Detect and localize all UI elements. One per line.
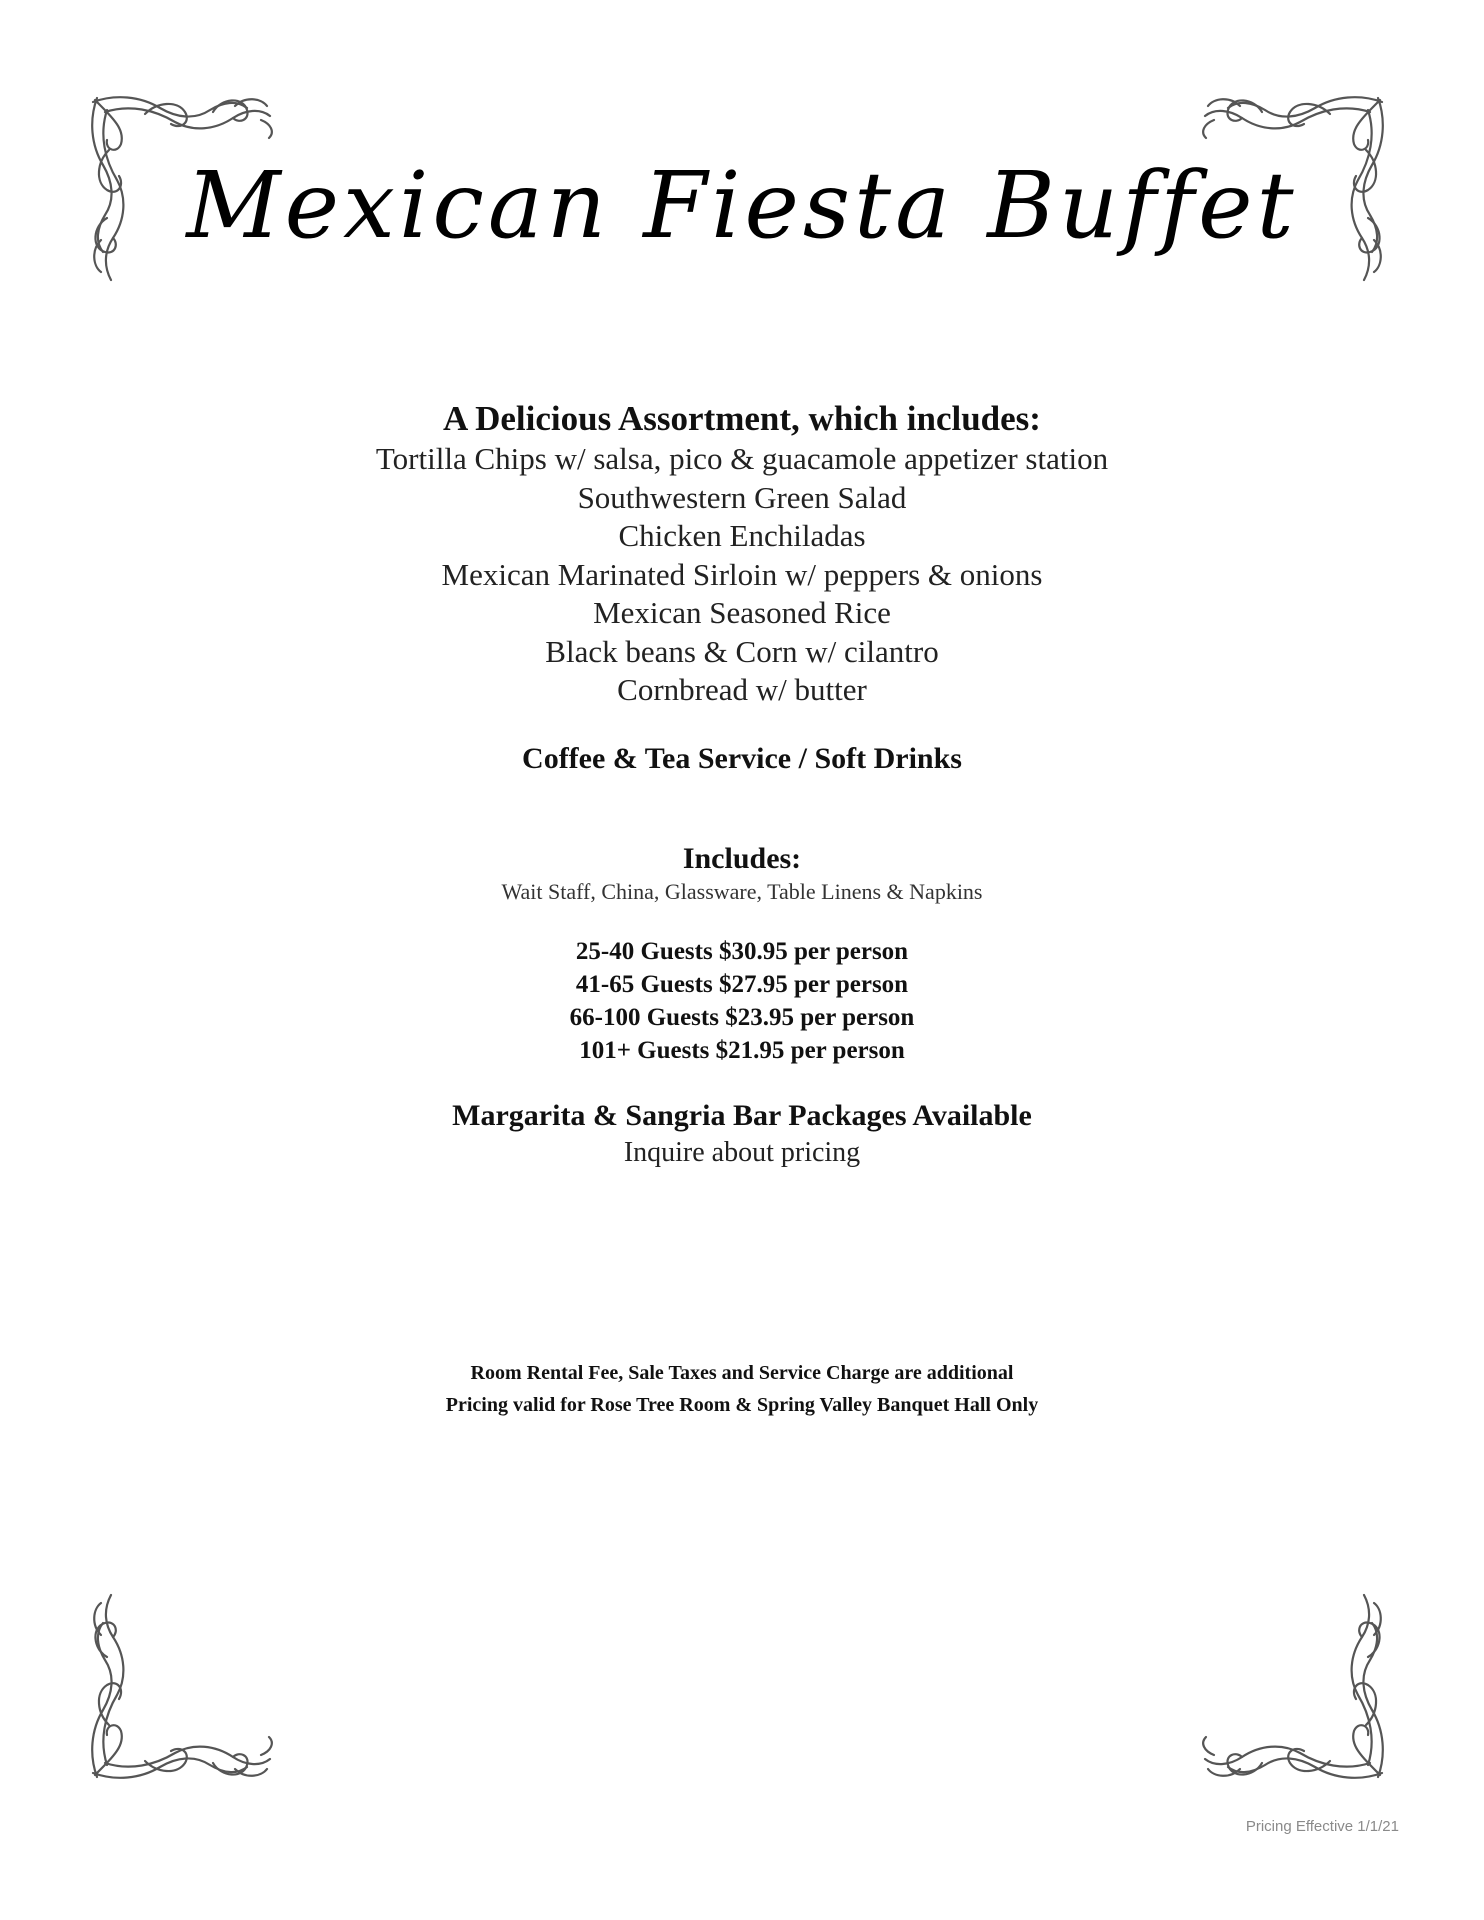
price-tier: 41-65 Guests $27.95 per person — [575, 970, 909, 998]
corner-ornament-bottom-left-icon — [85, 1585, 285, 1785]
drinks-service: Coffee & Tea Service / Soft Drinks — [522, 741, 962, 775]
footer-notes — [0, 1357, 1484, 1421]
menu-item: Mexican Seasoned Rice — [593, 595, 891, 630]
footer-note: Pricing valid for Rose Tree Room & Spring Valley Banquet Hall Only — [445, 1393, 1039, 1416]
assortment-heading: A Delicious Assortment, which includes: — [443, 399, 1041, 438]
menu-item: Chicken Enchiladas — [618, 518, 866, 553]
bar-packages-heading: Margarita & Sangria Bar Packages Available — [452, 1098, 1032, 1132]
price-tier: 66-100 Guests $23.95 per person — [569, 1003, 915, 1031]
menu-item: Black beans & Corn w/ cilantro — [545, 633, 939, 669]
menu-item: Southwestern Green Salad — [577, 479, 907, 515]
includes-text: Wait Staff, China, Glassware, Table Linens & Napkins — [501, 878, 983, 904]
price-tier: 101+ Guests $21.95 per person — [579, 1036, 905, 1064]
corner-ornament-bottom-right-icon — [1190, 1585, 1390, 1785]
menu-item: Tortilla Chips w/ salsa, pico & guacamole appetizer station — [375, 441, 1109, 476]
includes-heading: Includes: — [682, 841, 802, 875]
page-title: Mexican Fiesta Buffet — [186, 152, 1298, 259]
price-tier: 25-40 Guests $30.95 per person — [575, 937, 909, 965]
menu-item: Mexican Marinated Sirloin w/ peppers & onions — [441, 556, 1043, 592]
menu-items-list — [0, 440, 1484, 710]
bar-packages-note: Inquire about pricing — [623, 1136, 861, 1168]
footer-note: Room Rental Fee, Sale Taxes and Service Charge are additional — [470, 1361, 1014, 1384]
menu-item: Cornbread w/ butter — [617, 672, 867, 707]
pricing-effective-date: Pricing Effective 1/1/21 — [1245, 1818, 1399, 1835]
menu-content — [0, 398, 1484, 1421]
pricing-list — [0, 935, 1484, 1067]
